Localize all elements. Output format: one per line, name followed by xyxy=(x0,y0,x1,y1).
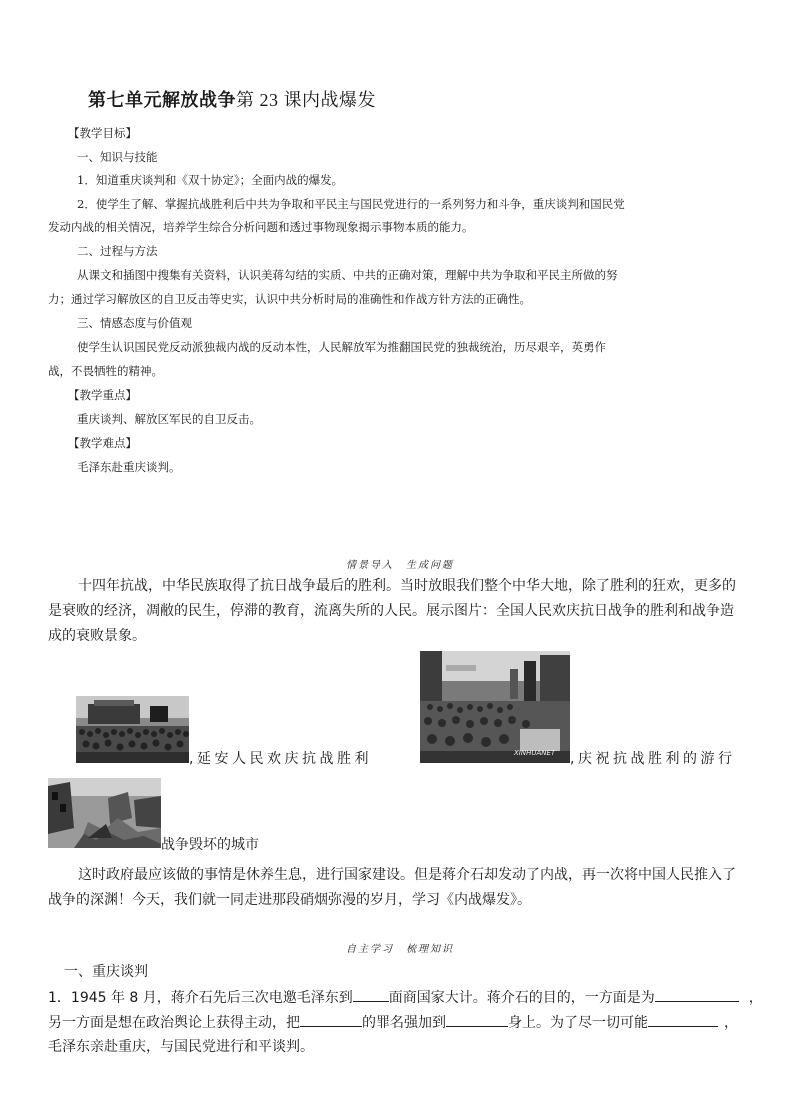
question-1-text-g: ， xyxy=(724,1015,738,1031)
knowledge-item-1: 1．知道重庆谈判和《双十协定》；全面内战的爆发。 xyxy=(77,173,344,187)
question-1-line3: 毛泽东亲赴重庆，与国民党进行和平谈判。 xyxy=(48,1039,314,1055)
caption-yanan-celebration: ,延安人民欢庆抗战胜利 xyxy=(189,751,372,767)
intro-para-line2: 是衰败的经济，凋敝的民生，停滞的教育，流离失所的人民。展示图片：全国人民欢庆抗日战争的胜利和战争造 xyxy=(48,603,734,619)
unit-title: 第七单元解放战争 xyxy=(88,90,236,111)
key-text: 重庆谈判、解放区军民的自卫反击。 xyxy=(77,412,261,426)
answer-blank-2[interactable] xyxy=(655,988,739,1002)
emotion-heading: 三、情感态度与价值观 xyxy=(77,316,192,330)
goals-heading: 【教学目标】 xyxy=(68,126,137,140)
question-1-text-f: 身上。为了尽一切可能 xyxy=(508,1015,648,1031)
question-1-line2 xyxy=(48,1013,738,1032)
emotion-line1: 使学生认识国民党反动派独裁内战的反动本性，人民解放军为推翻国民党的独裁统治，历尽艰辛，英勇作 xyxy=(77,340,606,354)
question-1-text-d: 另一方面是想在政治舆论上获得主动，把 xyxy=(48,1015,300,1031)
difficult-heading: 【教学难点】 xyxy=(68,436,137,450)
answer-blank-5[interactable] xyxy=(648,1013,718,1027)
question-1-text-a: 1．1945 年 8 月，蒋介石先后三次电邀毛泽东到 xyxy=(48,990,353,1006)
question-1-line1 xyxy=(48,988,763,1007)
photo-watermark: XINHUANET xyxy=(514,749,556,757)
key-heading: 【教学重点】 xyxy=(68,388,137,402)
intro-para-line1: 十四年抗战，中华民族取得了抗日战争最后的胜利。当时放眼我们整个中华大地，除了胜利的狂欢，更多的 xyxy=(78,578,736,594)
closing-para-line1: 这时政府最应该做的事情是休养生息，进行国家建设。但是蒋介石却发动了内战，再一次将中国人民推入了 xyxy=(78,867,736,883)
intro-section-title: 情景导入 生成问题 xyxy=(346,560,454,571)
process-heading: 二、过程与方法 xyxy=(77,244,158,258)
caption-destroyed-city: 战争毁坏的城市 xyxy=(161,837,259,853)
question-1-text-c: ， xyxy=(748,990,763,1006)
question-1-text-e: 的罪名强加到 xyxy=(362,1015,446,1031)
difficult-text: 毛泽东赴重庆谈判。 xyxy=(77,460,181,474)
knowledge-item-2-line1: 2．使学生了解、掌握抗战胜利后中共为争取和平民主与国民党进行的一系列努力和斗争，重庆谈判和国民党 xyxy=(77,197,625,211)
lesson-title: 第 23 课内战爆发 xyxy=(236,90,376,110)
knowledge-heading: 一、知识与技能 xyxy=(77,150,158,164)
page-title xyxy=(88,86,376,112)
closing-para-line2: 战争的深渊！今天，我们就一同走进那段硝烟弥漫的岁月，学习《内战爆发》。 xyxy=(48,892,531,908)
emotion-line2: 战，不畏牺牲的精神。 xyxy=(48,364,163,378)
caption-victory-parade: ,庆祝抗战胜利的游行 xyxy=(570,751,736,767)
answer-blank-1[interactable] xyxy=(353,988,389,1002)
victory-parade-photo xyxy=(420,651,570,763)
knowledge-item-2-line2: 发动内战的相关情况，培养学生综合分析问题和透过事物现象揭示事物本质的能力。 xyxy=(48,220,474,234)
intro-para-line3: 成的衰败景象。 xyxy=(48,628,146,644)
question-1-text-b: 面商国家大计。蒋介石的目的，一方面是为 xyxy=(388,990,655,1006)
yanan-celebration-photo xyxy=(76,696,189,763)
process-line1: 从课文和插图中搜集有关资料，认识美蒋勾结的实质、中共的正确对策，理解中共为争取和平民主所做的努 xyxy=(77,268,618,282)
destroyed-city-photo xyxy=(48,778,161,848)
study-section-title: 自主学习 梳理知识 xyxy=(346,944,454,955)
process-line2: 力；通过学习解放区的自卫反击等史实，认识中共分析时局的准确性和作战方针方法的正确性。 xyxy=(48,292,531,306)
answer-blank-4[interactable] xyxy=(446,1013,508,1027)
answer-blank-3[interactable] xyxy=(300,1013,362,1027)
study-heading: 一、重庆谈判 xyxy=(64,964,148,980)
